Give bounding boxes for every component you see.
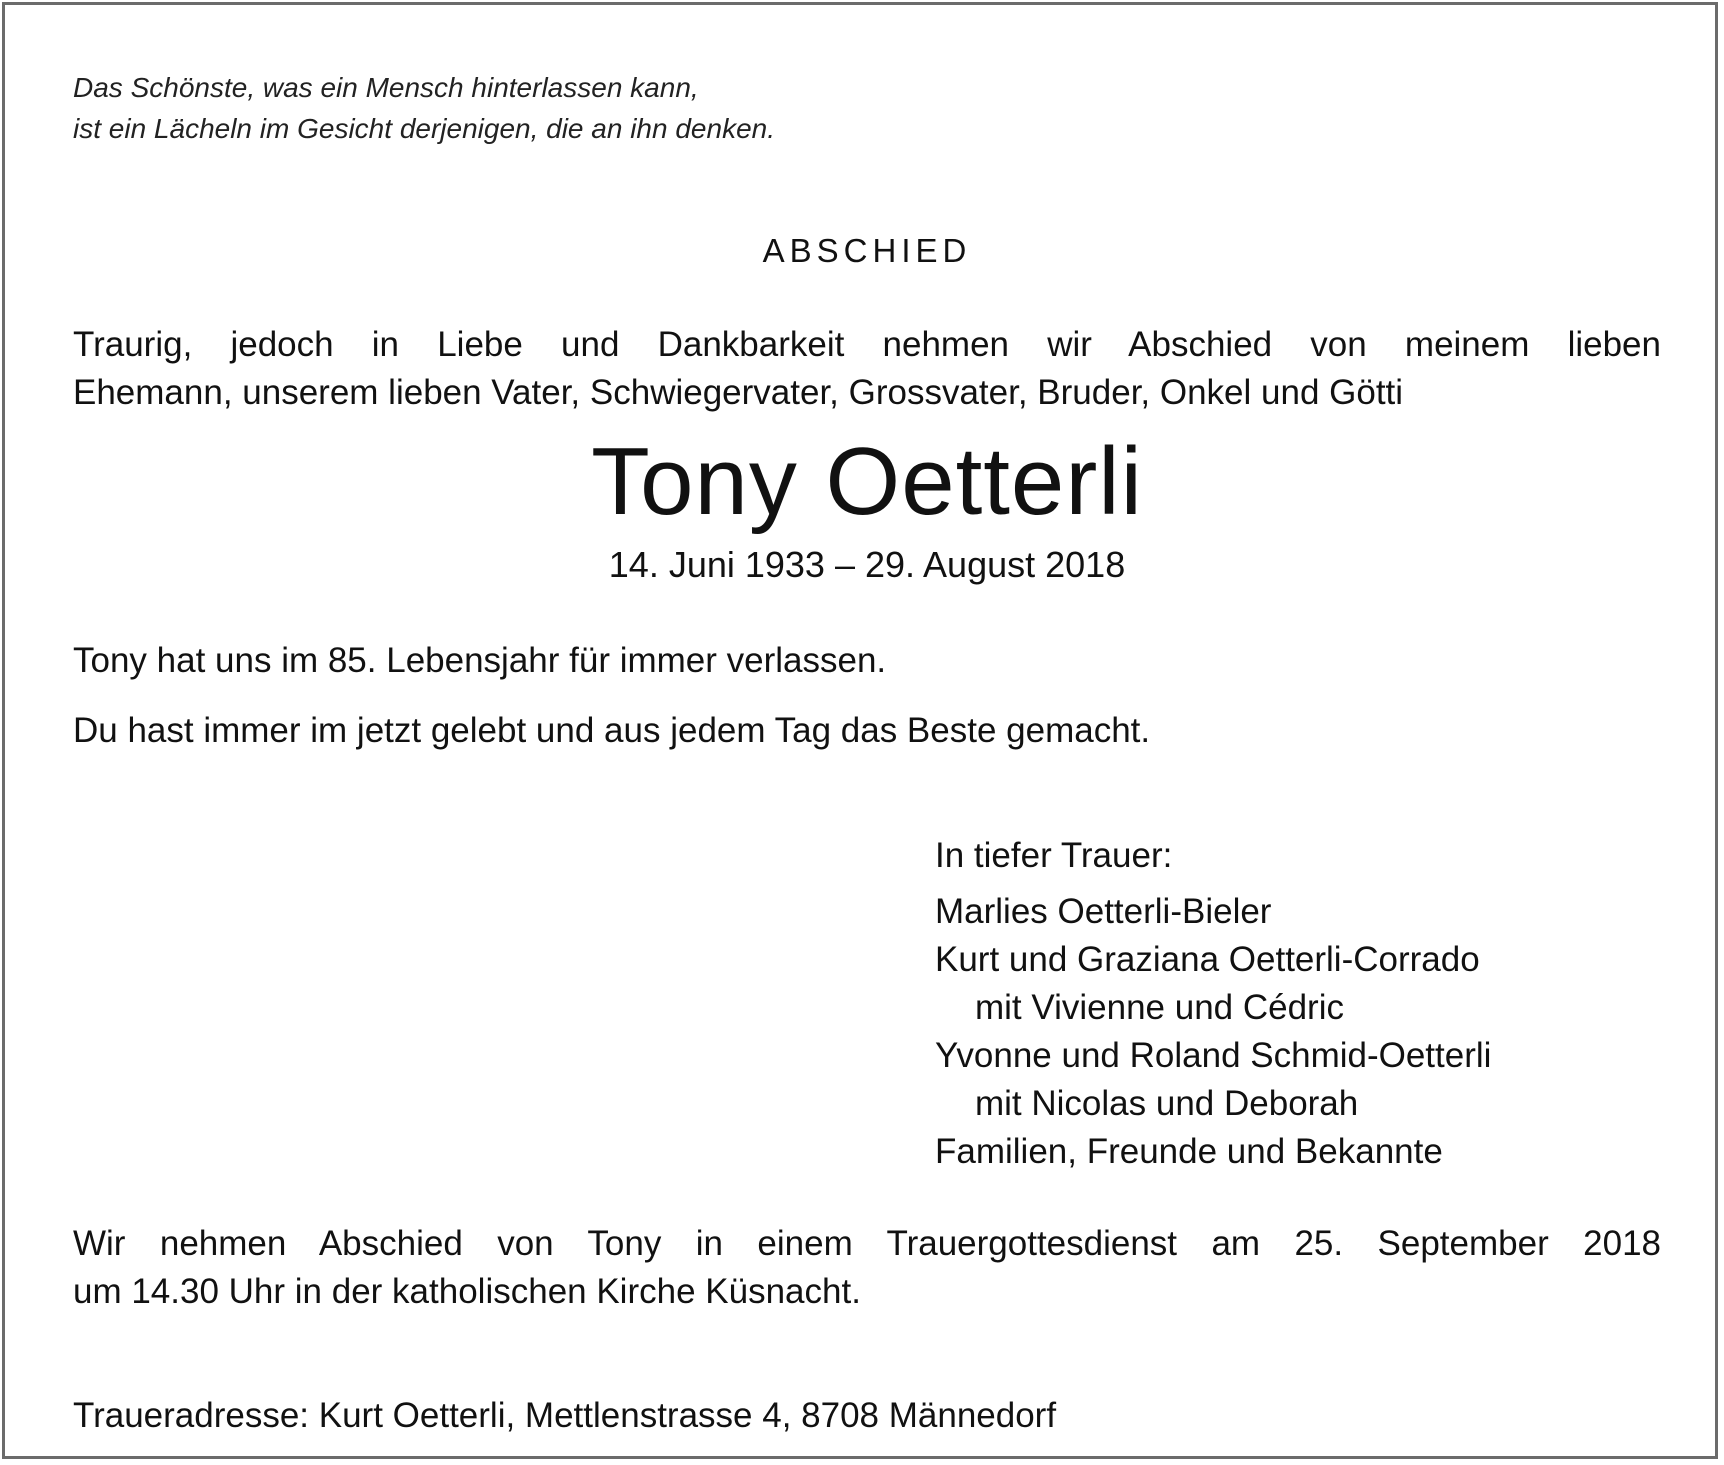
mourner-row: Familien, Freunde und Bekannte (935, 1132, 1443, 1171)
service-line-1: Wir nehmen Abschied von Tony in einem Trauergottesdienst am 25. September 2018 (73, 1224, 1661, 1263)
life-dates: 14. Juni 1933 – 29. August 2018 (608, 544, 1126, 585)
obituary-heading: ABSCHIED (762, 232, 972, 269)
mourners-label: In tiefer Trauer: (935, 836, 1173, 875)
intro-text (73, 321, 1661, 417)
motto-quote (73, 67, 1661, 149)
mourner-row: Kurt und Graziana Oetterli-Corrado (935, 940, 1480, 979)
mourner-row: mit Nicolas und Deborah (975, 1084, 1359, 1123)
service-announcement (73, 1220, 1661, 1316)
motto-line-1: Das Schönste, was ein Mensch hinterlassen kann, (73, 72, 699, 103)
intro-line-1: Traurig, jedoch in Liebe und Dankbarkeit nehmen wir Abschied von meinem lieben (73, 325, 1661, 364)
obituary-frame (2, 2, 1718, 1459)
mourner-row: Yvonne und Roland Schmid-Oetterli (935, 1036, 1492, 1075)
tribute-paragraph: Du hast immer im jetzt gelebt und aus jedem Tag das Beste gemacht. (73, 711, 1151, 750)
mourners-list (935, 832, 1491, 1176)
motto-line-2: ist ein Lächeln im Gesicht derjenigen, die an ihn denken. (73, 113, 775, 144)
deceased-name: Tony Oetterli (591, 428, 1143, 535)
mourning-address: Traueradresse: Kurt Oetterli, Mettlenstrasse 4, 8708 Männedorf (73, 1396, 1057, 1435)
obituary-content (73, 67, 1661, 1435)
mourner-row: mit Vivienne und Cédric (975, 988, 1344, 1027)
mourner-row: Marlies Oetterli-Bieler (935, 892, 1272, 931)
farewell-paragraph: Tony hat uns im 85. Lebensjahr für immer verlassen. (73, 641, 887, 680)
intro-line-2: Ehemann, unserem lieben Vater, Schwiegervater, Grossvater, Bruder, Onkel und Götti (73, 373, 1404, 412)
service-line-2: um 14.30 Uhr in der katholischen Kirche Küsnacht. (73, 1272, 861, 1311)
